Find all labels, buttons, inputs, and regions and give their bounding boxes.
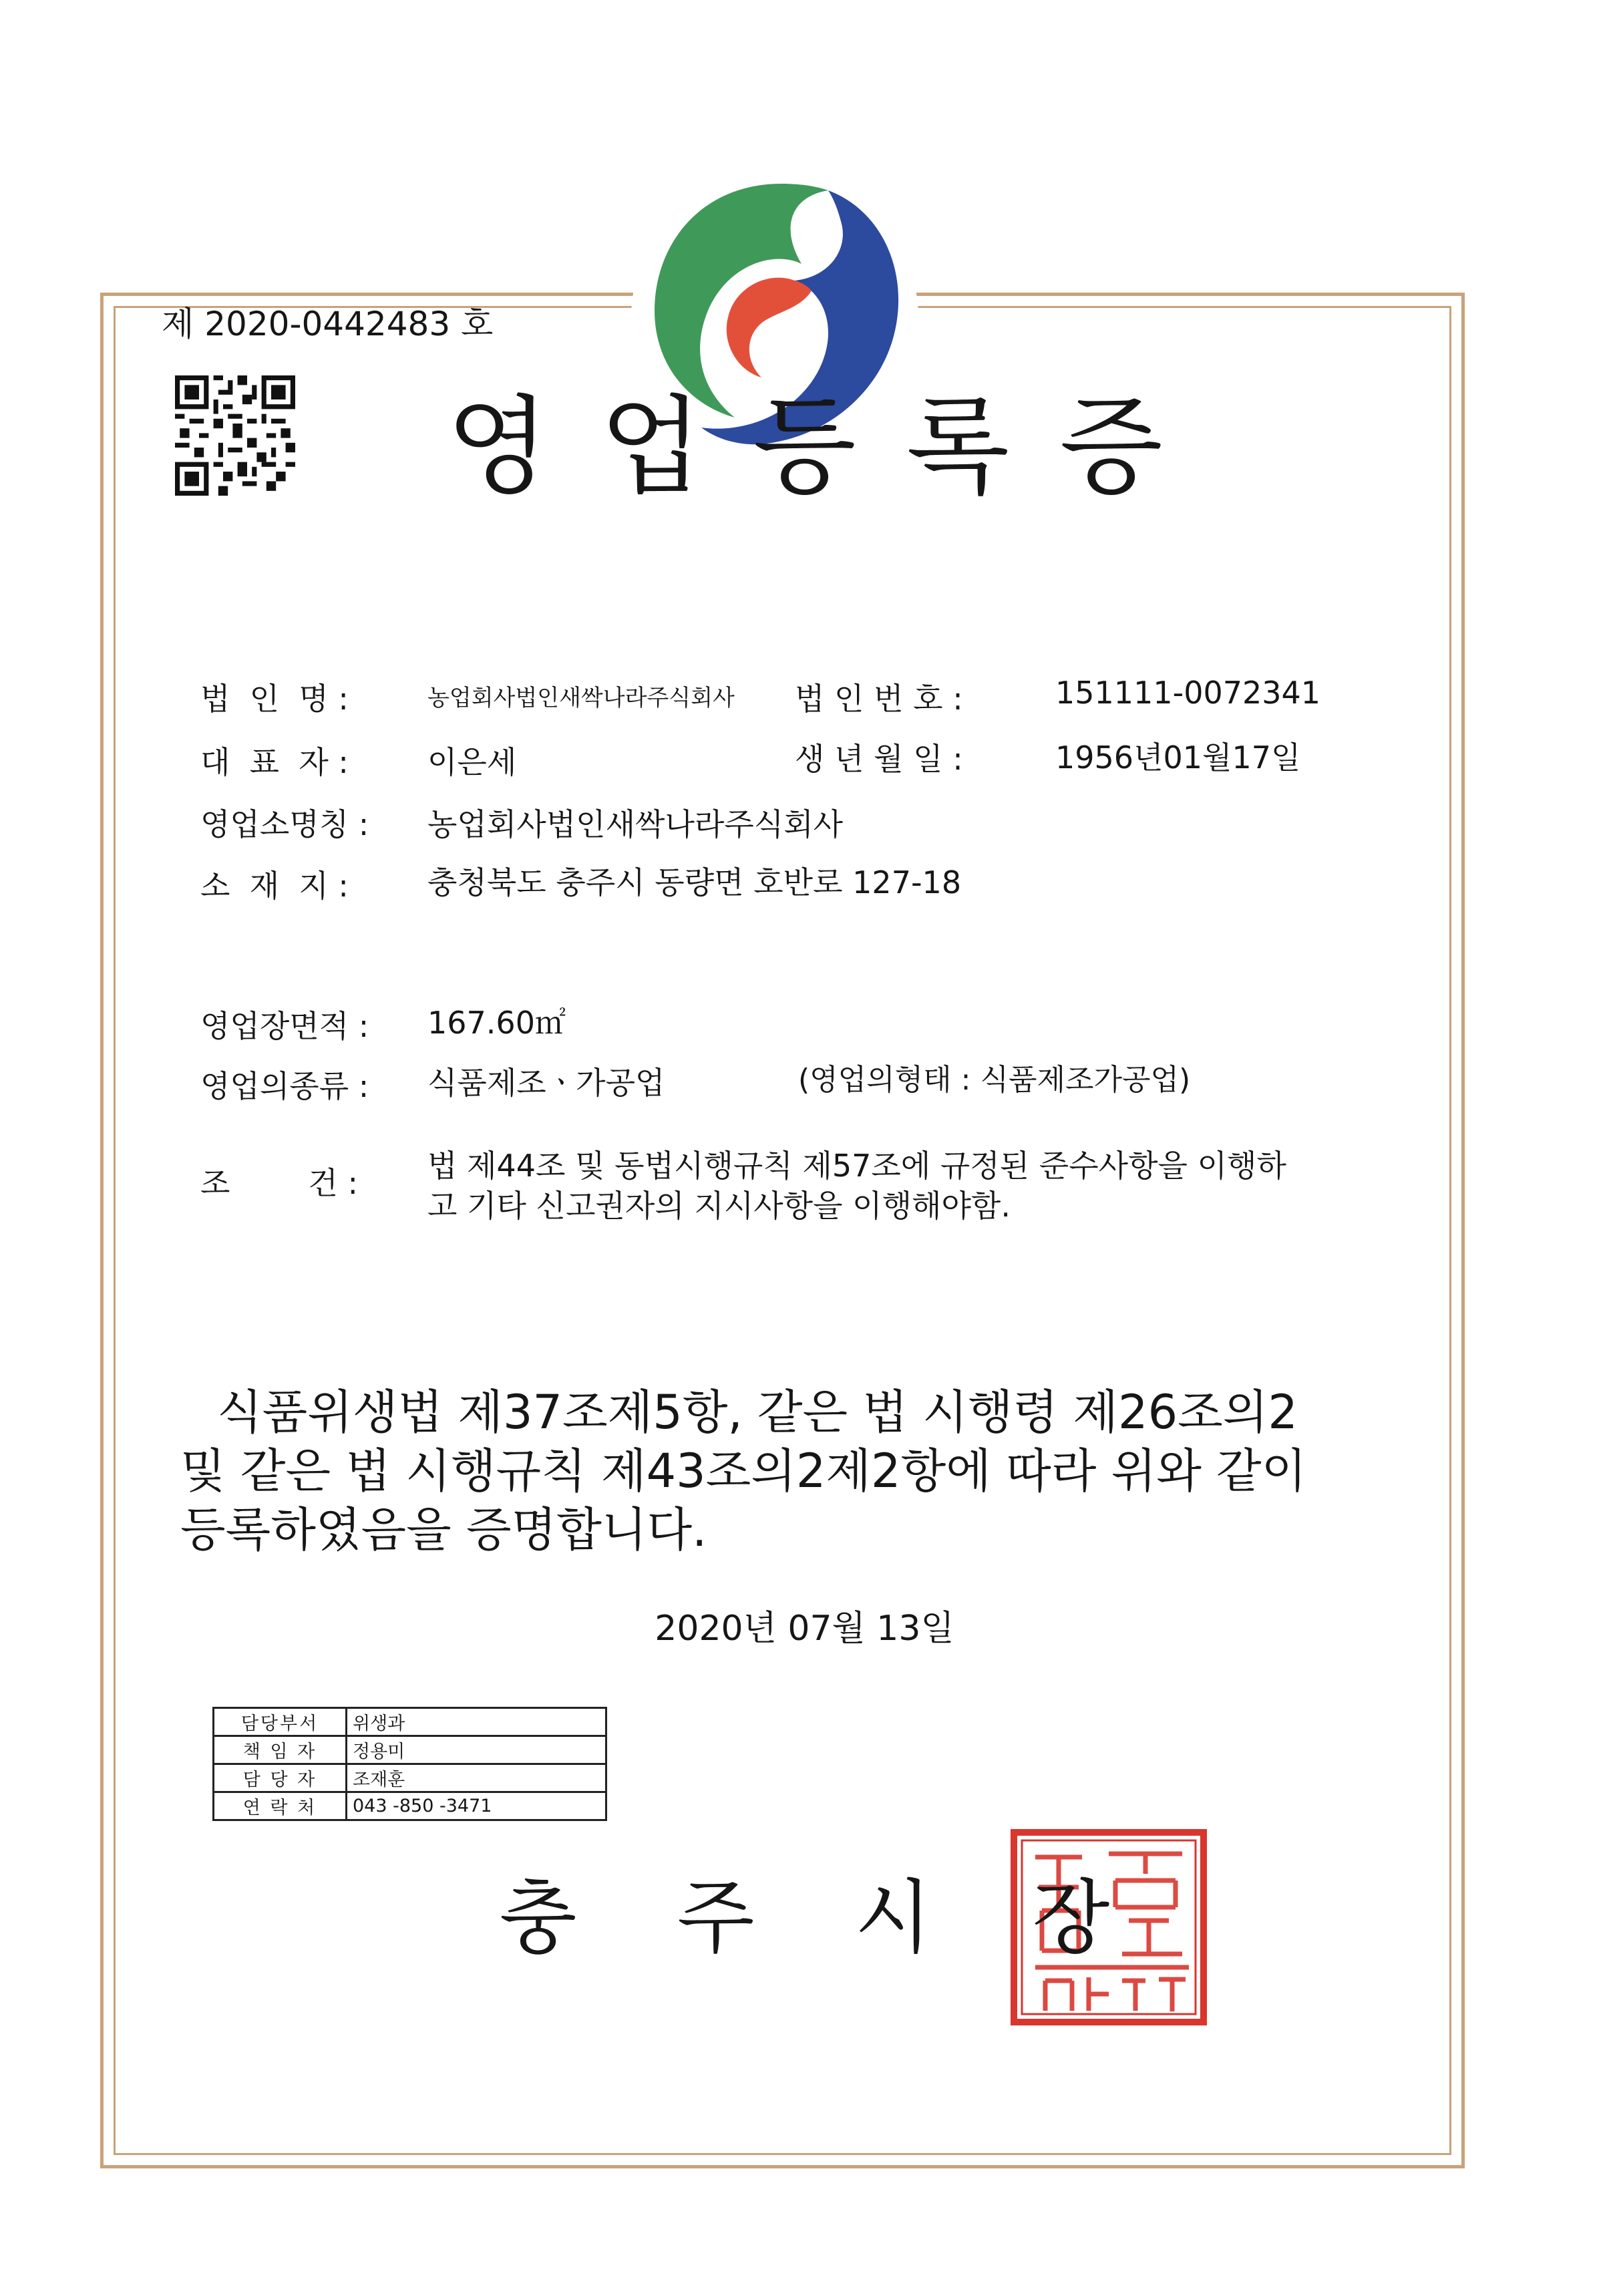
birth-date-label: 생 년 월 일 : bbox=[795, 741, 963, 777]
address-label: 소 재 지 : bbox=[200, 868, 349, 904]
business-area-value: 167.60㎡ bbox=[427, 1005, 566, 1041]
business-area-label: 영업장면적 : bbox=[200, 1008, 369, 1044]
table-row bbox=[214, 1736, 606, 1764]
corp-number-label: 법 인 번 호 : bbox=[795, 681, 963, 717]
representative-label: 대 표 자 : bbox=[200, 744, 349, 780]
issue-date: 2020년 07월 13일 bbox=[655, 1609, 954, 1649]
certification-statement bbox=[180, 1383, 1416, 1559]
condition-line-1: 법 제44조 및 동법시행규칙 제57조에 규정된 준수사항을 이행하 bbox=[427, 1148, 1286, 1184]
business-type-value: 식품제조ㆍ가공업 bbox=[427, 1065, 665, 1101]
table-row bbox=[214, 1708, 606, 1736]
contact-key: 책 임 자 bbox=[214, 1736, 347, 1764]
contact-value: 조재훈 bbox=[347, 1764, 606, 1792]
trade-name-value: 농업회사법인새싹나라주식회사 bbox=[427, 806, 844, 842]
statement-line-2: 및 같은 법 시행규칙 제43조의2제2항에 따라 위와 같이 bbox=[180, 1444, 1307, 1498]
table-row bbox=[214, 1792, 606, 1820]
statement-line-3: 등록하였음을 증명합니다. bbox=[180, 1502, 707, 1557]
contact-value: 정용미 bbox=[347, 1736, 606, 1764]
birth-date-value: 1956년01월17일 bbox=[1055, 740, 1301, 776]
business-form-value: (영업의형태 : 식품제조가공업) bbox=[798, 1063, 1191, 1097]
business-type-label: 영업의종류 : bbox=[200, 1068, 369, 1104]
representative-value: 이은세 bbox=[427, 744, 517, 780]
address-value: 충청북도 충주시 동량면 호반로 127-18 bbox=[427, 864, 962, 900]
condition-line-2: 고 기타 신고권자의 지시사항을 이행해야함. bbox=[427, 1188, 1011, 1224]
trade-name-label: 영업소명칭 : bbox=[200, 806, 369, 842]
condition-text bbox=[427, 1146, 1389, 1226]
certificate-title: 영업등록증 bbox=[446, 384, 1213, 509]
corp-name-value: 농업회사법인새싹나라주식회사 bbox=[427, 685, 735, 711]
certificate-number: 제 2020-0442483 호 bbox=[162, 305, 494, 343]
contact-value: 위생과 bbox=[347, 1708, 606, 1736]
table-row bbox=[214, 1764, 606, 1792]
corp-name-label: 법 인 명 : bbox=[200, 681, 349, 717]
condition-label: 조 건 : bbox=[200, 1165, 358, 1201]
corp-number-value: 151111-0072341 bbox=[1055, 675, 1321, 711]
contact-key: 연 락 처 bbox=[214, 1792, 347, 1820]
contact-table bbox=[212, 1707, 607, 1821]
issuer-name: 충주시장 bbox=[499, 1872, 1210, 1965]
statement-line-1: 식품위생법 제37조제5항, 같은 법 시행령 제26조의2 bbox=[217, 1385, 1298, 1440]
contact-value: 043 -850 -3471 bbox=[347, 1792, 606, 1820]
contact-key: 담 당 자 bbox=[214, 1764, 347, 1792]
contact-key: 담당부서 bbox=[214, 1708, 347, 1736]
